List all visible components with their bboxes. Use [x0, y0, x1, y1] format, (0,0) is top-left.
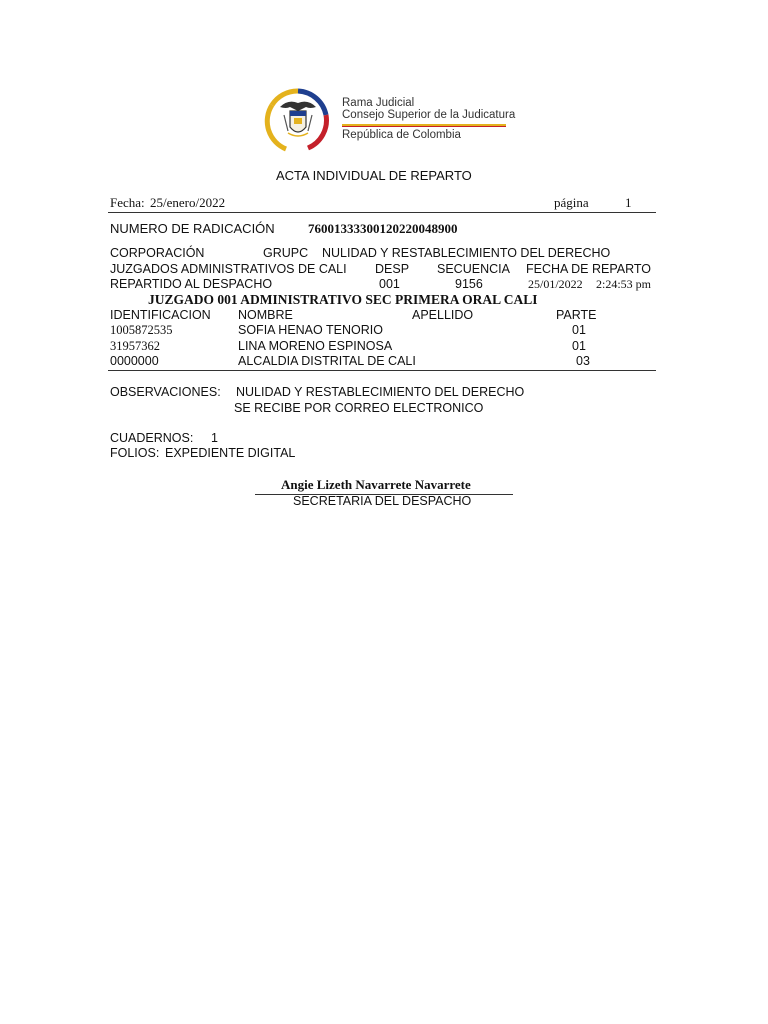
document-title: ACTA INDIVIDUAL DE REPARTO: [276, 168, 472, 183]
corporacion-label: CORPORACIÓN: [110, 246, 205, 260]
juzgado-title: JUZGADO 001 ADMINISTRATIVO SEC PRIMERA ORAL CALI: [148, 292, 538, 307]
logo: [258, 85, 338, 155]
fecha-label: Fecha:: [110, 195, 145, 210]
row-1-parte: 01: [572, 323, 586, 337]
cuadernos-label: CUADERNOS:: [110, 431, 194, 445]
juzgados-text: JUZGADOS ADMINISTRATIVOS DE CALI: [110, 262, 347, 276]
row-3-id: 0000000: [110, 354, 159, 368]
observaciones-label: OBSERVACIONES:: [110, 385, 221, 399]
row-3-nombre: ALCALDIA DISTRITAL DE CALI: [238, 354, 416, 368]
signature-name: Angie Lizeth Navarrete Navarrete: [281, 477, 471, 492]
folios-label: FOLIOS:: [110, 446, 160, 460]
fecha-value: 25/enero/2022: [150, 195, 226, 210]
signature-role: SECRETARIA DEL DESPACHO: [293, 494, 472, 508]
fecha-reparto-value: 25/01/2022: [528, 277, 583, 291]
folios-value: EXPEDIENTE DIGITAL: [165, 446, 296, 460]
secuencia-label: SECUENCIA: [437, 262, 510, 276]
secuencia-value: 9156: [455, 277, 483, 291]
divider: [108, 212, 656, 213]
row-3-parte: 03: [576, 354, 590, 368]
fecha-reparto-label: FECHA DE REPARTO: [526, 262, 652, 276]
radicacion-number: 76001333300120220048900: [308, 221, 458, 236]
header-parte: PARTE: [556, 308, 597, 322]
row-1-id: 1005872535: [110, 323, 173, 337]
logo-divider-red: [342, 126, 506, 127]
hora-reparto-value: 2:24:53 pm: [596, 277, 652, 291]
header-identificacion: IDENTIFICACION: [110, 308, 211, 322]
header-apellido: APELLIDO: [412, 308, 474, 322]
pagina-value: 1: [625, 195, 632, 210]
logo-line-rama: Rama Judicial: [342, 97, 415, 109]
row-2-parte: 01: [572, 339, 586, 353]
desp-label: DESP: [375, 262, 410, 276]
logo-line-republica: República de Colombia: [342, 129, 461, 141]
desp-value: 001: [379, 277, 400, 291]
radicacion-label: NUMERO DE RADICACIÓN: [110, 221, 275, 236]
observaciones-line-1: NULIDAD Y RESTABLECIMIENTO DEL DERECHO: [236, 385, 525, 399]
row-2-nombre: LINA MORENO ESPINOSA: [238, 339, 393, 353]
row-1-nombre: SOFIA HENAO TENORIO: [238, 323, 383, 337]
grupo-value: NULIDAD Y RESTABLECIMIENTO DEL DERECHO: [322, 246, 611, 260]
observaciones-line-2: SE RECIBE POR CORREO ELECTRONICO: [234, 401, 484, 415]
header-nombre: NOMBRE: [238, 308, 293, 322]
row-2-id: 31957362: [110, 339, 160, 353]
pagina-label: página: [554, 195, 589, 210]
logo-line-consejo: Consejo Superior de la Judicatura: [342, 109, 516, 121]
repartido-label: REPARTIDO AL DESPACHO: [110, 277, 273, 291]
cuadernos-value: 1: [211, 431, 218, 445]
grupo-label: GRUPC: [263, 246, 309, 260]
colombian-coat-of-arms-icon: [258, 85, 338, 155]
table-divider: [108, 370, 656, 371]
